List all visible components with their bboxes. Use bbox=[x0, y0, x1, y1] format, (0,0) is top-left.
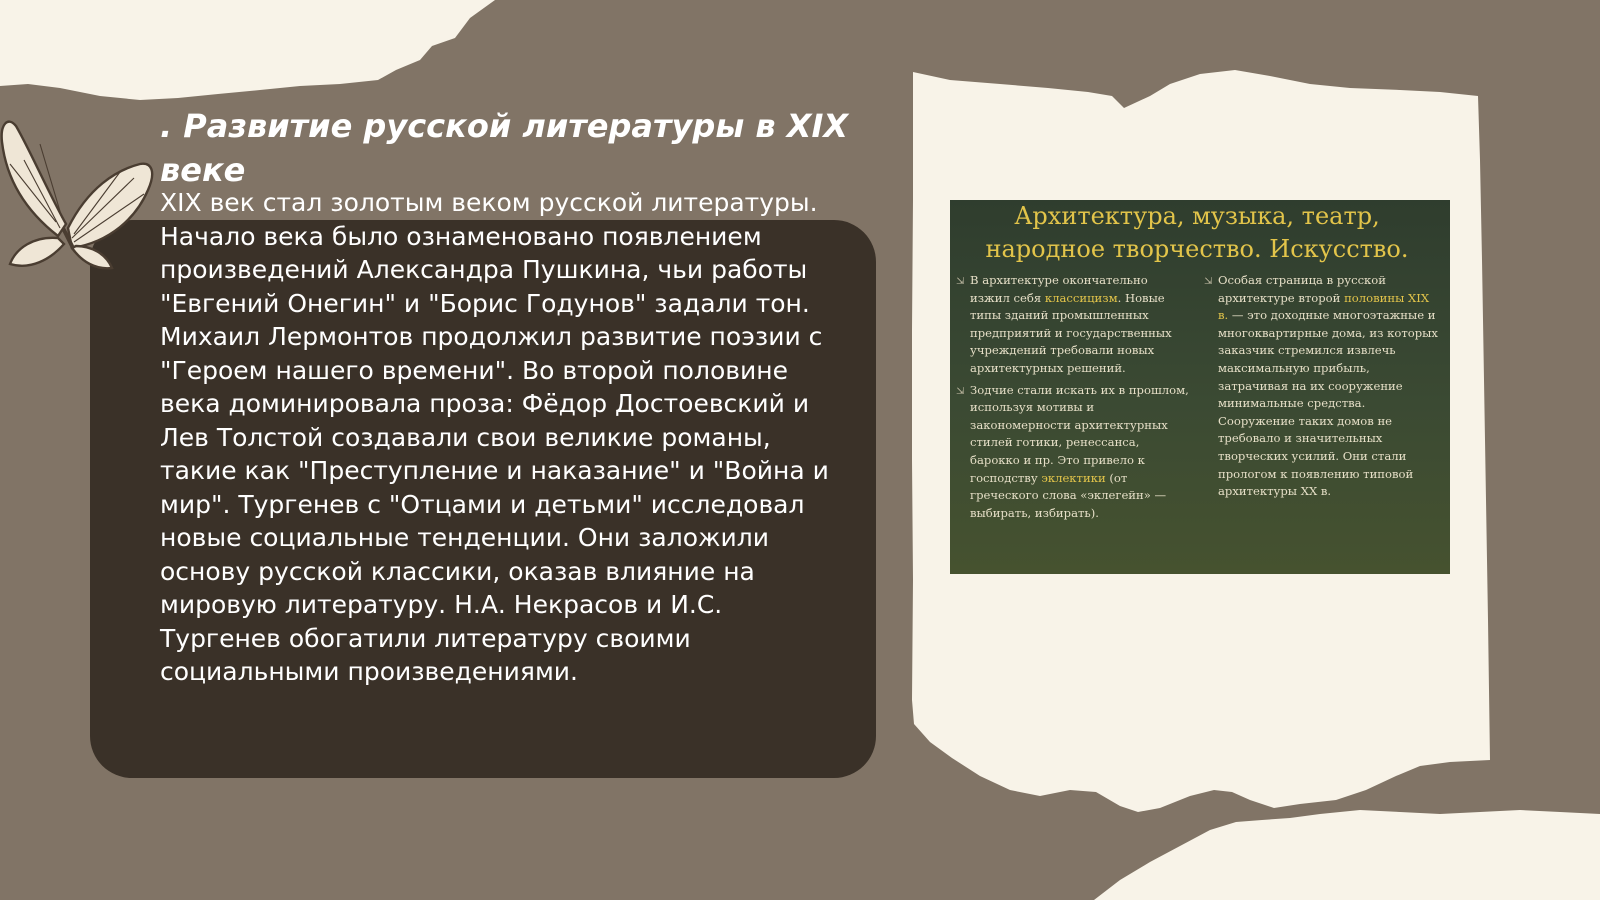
torn-paper-bottom-right bbox=[1094, 810, 1600, 900]
arrow-bullet-icon: ⇲ bbox=[1204, 276, 1213, 287]
image-paragraph: ⇲ В архитектуре окончательно изжил себя классицизм. Новые типы зданий промышленных предприятий и государственных учреждений требовали новых архитектурных решений. bbox=[956, 273, 1172, 375]
butterfly-icon bbox=[0, 110, 160, 280]
image-paragraph: ⇲ Зодчие стали искать их в прошлом, используя мотивы и закономерности архитектурных стилей готики, ренессанса, барокко и пр. Это привело к господству эклектики (от греческого слова «эклегейн» — выбирать, избирать). bbox=[956, 382, 1189, 520]
slide-body-text: XIX век стал золотым веком русской литературы. Начало века было ознаменовано появлением произведений Александра Пушкина, чьи работы "Евгений Онегин" и "Борис Годунов" задали тон. Михаил Лермонтов продолжил развитие поэзии с "Героем нашего времени". Во второй половине века доминировала проза: Фёдор Достоевский и Лев Толстой создавали свои великие романы, такие как "Преступление и наказание" и "Война и мир". Тургенев с "Отцами и детьми" исследовал новые социальные тенденции. Они заложили основу русской классики, оказав влияние на мировую литературу. Н.А. Некрасов и И.С. Тургенев обогатили литературу своими социальными произведениями. bbox=[160, 188, 829, 686]
slide-title: . Развитие русской литературы в XIX веке bbox=[160, 107, 849, 189]
image-title: Архитектура, музыка, театр, народное творчество. Искусство. bbox=[985, 202, 1409, 263]
image-columns bbox=[956, 272, 1438, 526]
arrow-bullet-icon: ⇲ bbox=[956, 385, 965, 397]
image-right-column bbox=[1204, 272, 1438, 526]
torn-paper-top-left bbox=[0, 0, 495, 100]
arrow-bullet-icon: ⇲ bbox=[956, 276, 965, 287]
image-left-column bbox=[956, 272, 1190, 526]
image-paragraph: ⇲ Особая страница в русской архитектуре второй половины XIX в. — это доходные многоэтажные и многоквартирные дома, из которых заказчик стремился извлечь максимальную прибыль, затрачивая на их сооружение минимальные средства. Сооружение таких домов не требовало и значительных творческих усилий. Они стали прологом к появлению типовой архитектуры XX в. bbox=[1204, 273, 1438, 499]
embedded-slide-image bbox=[950, 200, 1450, 574]
